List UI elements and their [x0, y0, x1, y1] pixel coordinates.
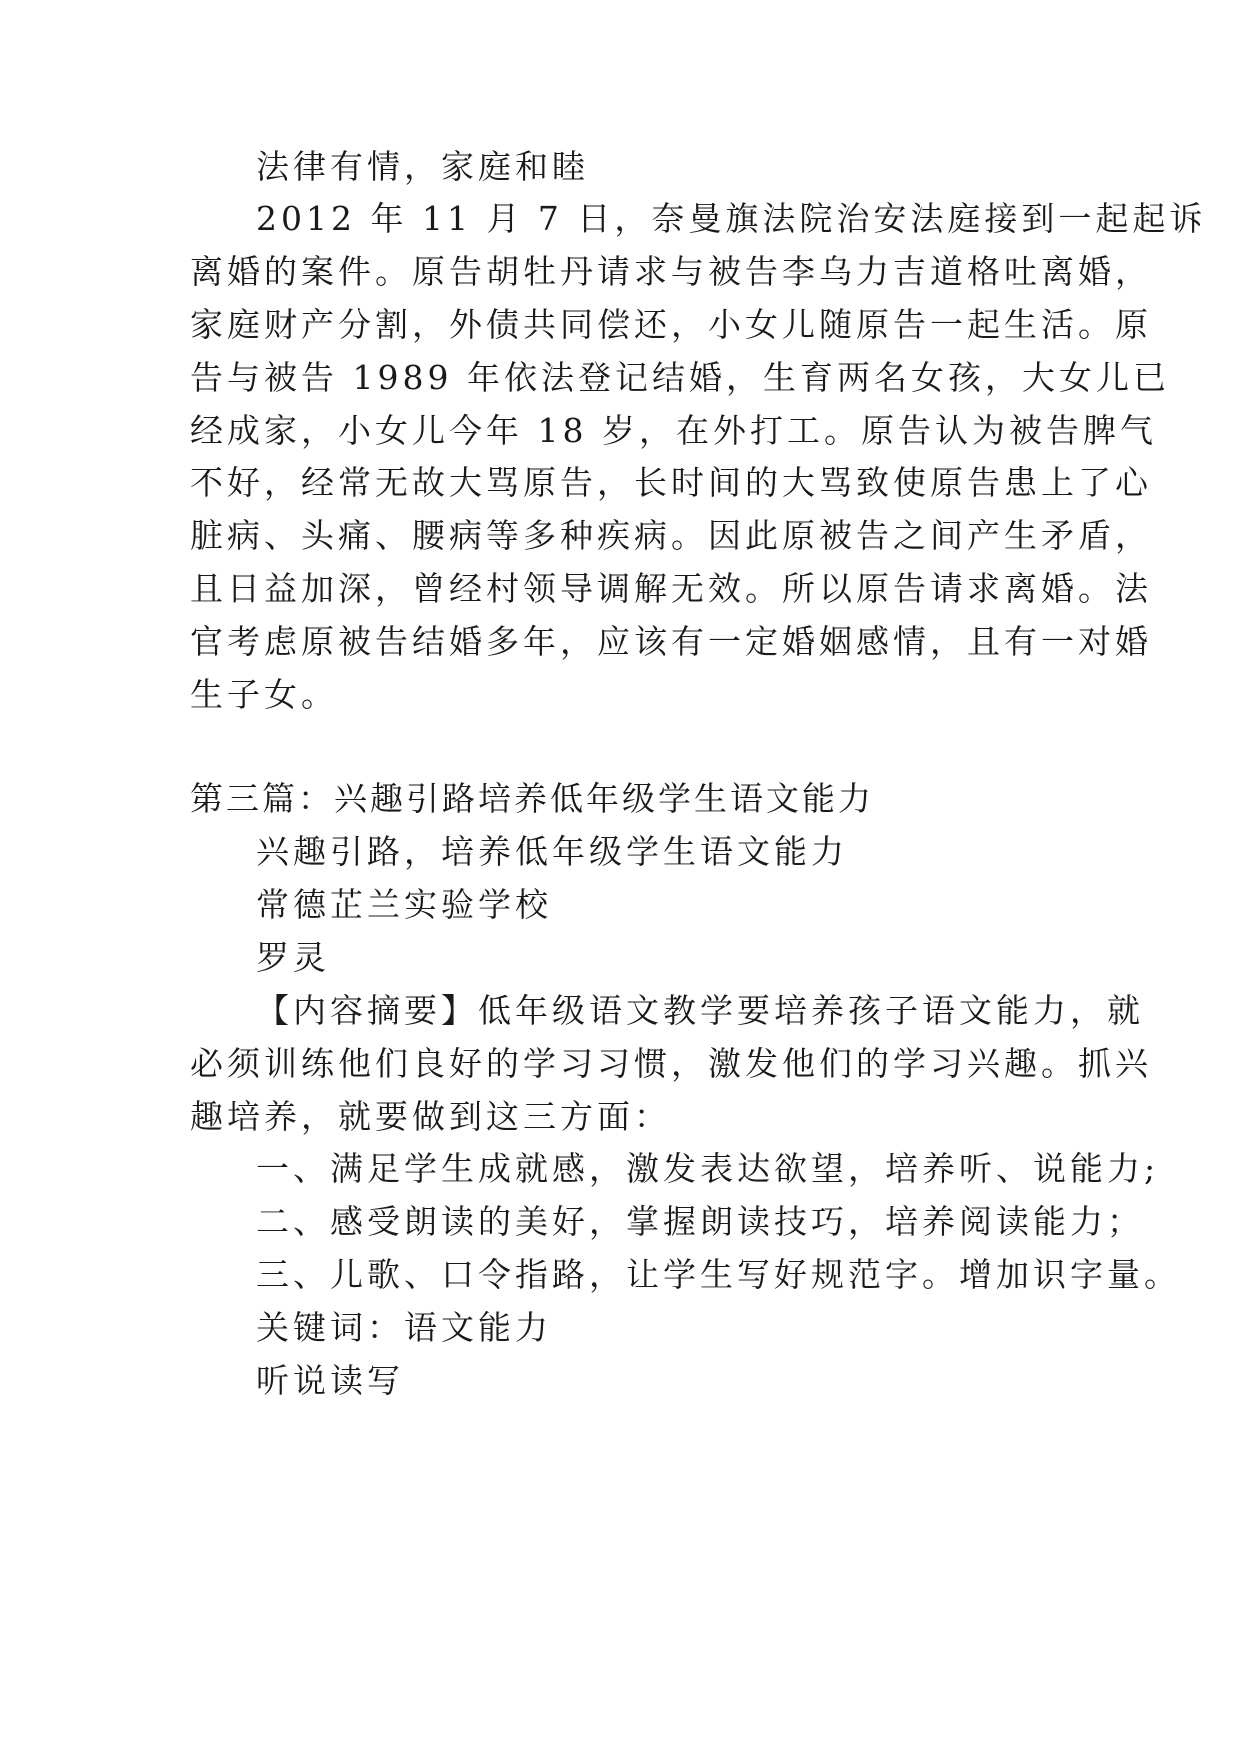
paragraph-line: 脏病、头痛、腰病等多种疾病。因此原被告之间产生矛盾，: [190, 516, 1152, 555]
paragraph-line: 生子女。: [190, 675, 338, 714]
paragraph-line: 经成家，小女儿今年 18 岁，在外打工。原告认为被告脾气: [190, 411, 1157, 450]
abstract-point: 三、儿歌、口令指路，让学生写好规范字。增加识字量。: [256, 1255, 1181, 1294]
paragraph-line: 家庭财产分割，外债共同偿还，小女儿随原告一起生活。原: [190, 305, 1152, 344]
article-heading: 第三篇：兴趣引路培养低年级学生语文能力: [190, 779, 874, 818]
abstract-point: 一、满足学生成就感，激发表达欲望，培养听、说能力;: [256, 1149, 1160, 1188]
abstract-point: 二、感受朗读的美好，掌握朗读技巧，培养阅读能力；: [256, 1202, 1144, 1241]
abstract-line: 【内容摘要】低年级语文教学要培养孩子语文能力，就: [256, 991, 1144, 1030]
paragraph-line: 离婚的案件。原告胡牡丹请求与被告李乌力吉道格吐离婚，: [190, 252, 1152, 291]
paragraph-line: 告与被告 1989 年依法登记结婚，生育两名女孩，大女儿已: [190, 358, 1170, 397]
keywords-continuation: 听说读写: [256, 1361, 404, 1400]
section-title: 法律有情，家庭和睦: [256, 147, 589, 186]
paragraph-line: 2012 年 11 月 7 日，奈曼旗法院治安法庭接到一起起诉: [256, 199, 1207, 238]
abstract-line: 趣培养，就要做到这三方面：: [190, 1097, 671, 1136]
school-name: 常德芷兰实验学校: [256, 885, 552, 924]
paragraph-line: 且日益加深，曾经村领导调解无效。所以原告请求离婚。法: [190, 569, 1152, 608]
abstract-line: 必须训练他们良好的学习习惯，激发他们的学习兴趣。抓兴: [190, 1044, 1152, 1083]
keywords-label: 关键词：语文能力: [256, 1308, 552, 1347]
author-name: 罗灵: [256, 938, 330, 977]
article-subtitle: 兴趣引路，培养低年级学生语文能力: [256, 832, 848, 871]
paragraph-line: 官考虑原被告结婚多年，应该有一定婚姻感情，且有一对婚: [190, 622, 1152, 661]
paragraph-line: 不好，经常无故大骂原告，长时间的大骂致使原告患上了心: [190, 463, 1152, 502]
